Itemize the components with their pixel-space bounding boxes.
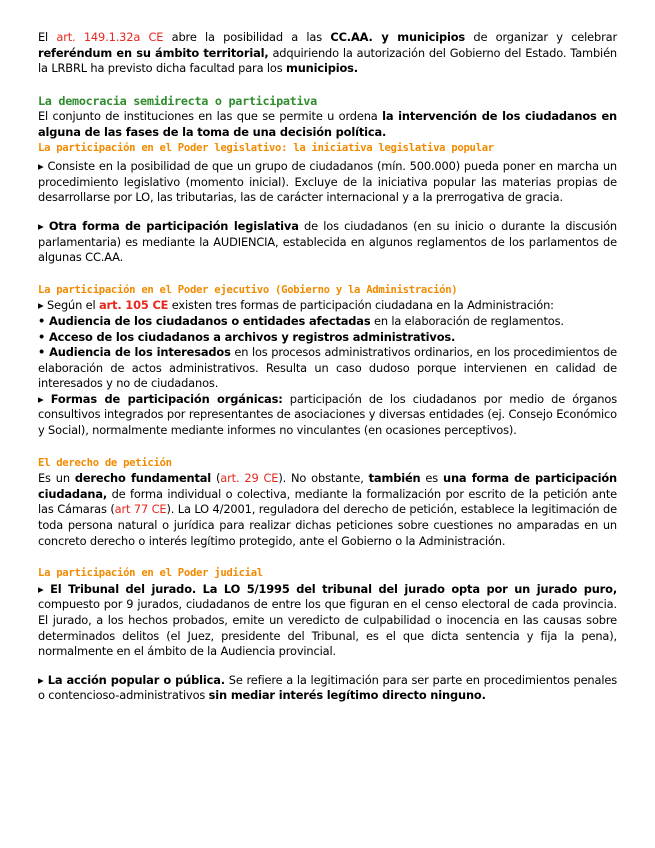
- section-heading-peticion: El derecho de petición: [38, 456, 172, 469]
- text: de organizar y celebrar: [465, 30, 617, 44]
- text: ). La LO 4/2001, reguladora del derecho de petición, establece la legitimación de toda persona natural o jurídica para realizar dichas peticiones sobre cuestiones no amparadas en un concreto derecho o interés legítimo protegido, ante el Gobierno o la Administración.: [38, 502, 617, 548]
- bold-text: sin mediar interés legítimo directo ninguno.: [208, 688, 486, 703]
- text: participación de los ciudadanos por medio de órganos consultivos integrados por representantes de asociaciones y diversas entidades (ej. Consejo Económico y Social), normalmente mediante informes no vinculantes (en ocasiones perceptivos).: [38, 391, 617, 438]
- legislativo-paragraph-1: ▸ Consiste en la posibilidad de que un grupo de ciudadanos (mín. 500.000) pueda poner en marcha un procedimiento legislativo (momento inicial). Excluye de la iniciativa popular las materias propias de desarrollarse por LO, las tributarias, las de carácter internacional y a la prerrogativa de gracia.: [38, 159, 617, 205]
- legislativo-paragraph-2: [38, 219, 617, 266]
- text: en los procesos administrativos ordinarios, en los procedimientos de elaboración de actos administrativos. Resulta un caso dudoso porque intervienen en calidad de interesados y no de ciudadanos.: [38, 345, 618, 391]
- article-reference: art. 105 CE: [99, 298, 169, 313]
- bold-text: referéndum en su ámbito territorial,: [38, 45, 269, 60]
- bold-text: ▸ El Tribunal del jurado. La LO 5/1995 del tribunal del jurado opta por un jurado puro,: [38, 581, 617, 596]
- bold-text: CC.AA. y municipios: [330, 30, 466, 44]
- text: es: [420, 471, 443, 486]
- bold-text: una forma de participación ciudadana,: [38, 471, 617, 501]
- bold-text: también: [368, 471, 421, 486]
- text: existen tres formas de participación ciudadana en la Administración:: [168, 298, 554, 313]
- text: de los ciudadanos (en su inicio o durante la discusión parlamentaria) es mediante la AUDIENCIA, establecida en algunos reglamentos de los parlamentos de algunas CC.AA.: [38, 218, 617, 265]
- text: El conjunto de instituciones en las que se permite u ordena: [38, 109, 383, 124]
- text: ). No obstante,: [278, 471, 369, 486]
- section-heading-judicial: La participación en el Poder judicial: [38, 567, 263, 580]
- document-page: [38, 30, 617, 704]
- bold-text: municipios.: [285, 61, 358, 76]
- text: Se refiere a la legitimación para ser parte en procedimientos penales o contencioso-administrativos: [38, 672, 617, 703]
- ejecutivo-line-1: [38, 298, 617, 314]
- text: ▸ Según el: [38, 298, 100, 313]
- text: Es un: [38, 471, 75, 486]
- ejecutivo-line-5: [38, 392, 617, 439]
- text: en la elaboración de reglamentos.: [370, 313, 564, 328]
- article-reference: art 77 CE: [114, 502, 167, 517]
- ejecutivo-line-4: [38, 345, 617, 392]
- text: compuesto por 9 jurados, ciudadanos de entre los que figuran en el censo electoral de cada provincia. El jurado, a los hechos probados, emite un veredicto de culpabilidad o inocencia en las causas sobre determinados delitos (el Juez, presidente del Tribunal, es el que dicta sentencia y fija la pena), normalmente en el ámbito de la Audiencia provincial.: [38, 597, 617, 659]
- bold-text: derecho fundamental: [74, 471, 212, 486]
- text: abre la posibilidad a las: [163, 30, 331, 44]
- bold-text: • Audiencia de los ciudadanos o entidades afectadas: [38, 313, 371, 328]
- democracia-paragraph: [38, 109, 617, 140]
- article-reference: art. 29 CE: [220, 471, 279, 486]
- bullet-marker: ▸: [38, 218, 49, 233]
- intro-paragraph: [38, 30, 617, 77]
- bullet-marker: ▸: [38, 391, 51, 406]
- bold-text: ▸ La acción popular o pública.: [38, 672, 225, 687]
- article-reference: art. 149.1.32a CE: [56, 30, 164, 44]
- ejecutivo-line-3: [38, 330, 617, 346]
- text: de forma individual o colectiva, mediante la formalización por escrito de la petición ante las Cámaras (: [38, 486, 617, 517]
- bold-text: la intervención de los ciudadanos en alguna de las fases de la toma de una decisión política.: [38, 109, 617, 139]
- bold-text: • Acceso de los ciudadanos a archivos y registros administrativos.: [38, 329, 456, 344]
- ejecutivo-line-2: [38, 314, 617, 330]
- section-heading-legislativo: La participación en el Poder legislativo: la iniciativa legislativa popular: [38, 141, 494, 154]
- judicial-paragraph-1: [38, 582, 617, 660]
- bold-text: • Audiencia de los interesados: [38, 345, 231, 360]
- peticion-paragraph: [38, 471, 617, 549]
- text: (: [211, 471, 221, 486]
- judicial-paragraph-2: [38, 673, 617, 704]
- section-heading-ejecutivo: La participación en el Poder ejecutivo (Gobierno y la Administración): [38, 283, 458, 296]
- text: adquiriendo la autorización del Gobierno del Estado. También la LRBRL ha previsto dicha facultad para los: [38, 45, 617, 76]
- section-heading-democracia: La democracia semidirecta o participativa: [38, 93, 317, 108]
- text: El: [38, 30, 57, 44]
- bold-text: Formas de participación orgánicas:: [50, 391, 283, 406]
- bold-text: Otra forma de participación legislativa: [48, 218, 299, 233]
